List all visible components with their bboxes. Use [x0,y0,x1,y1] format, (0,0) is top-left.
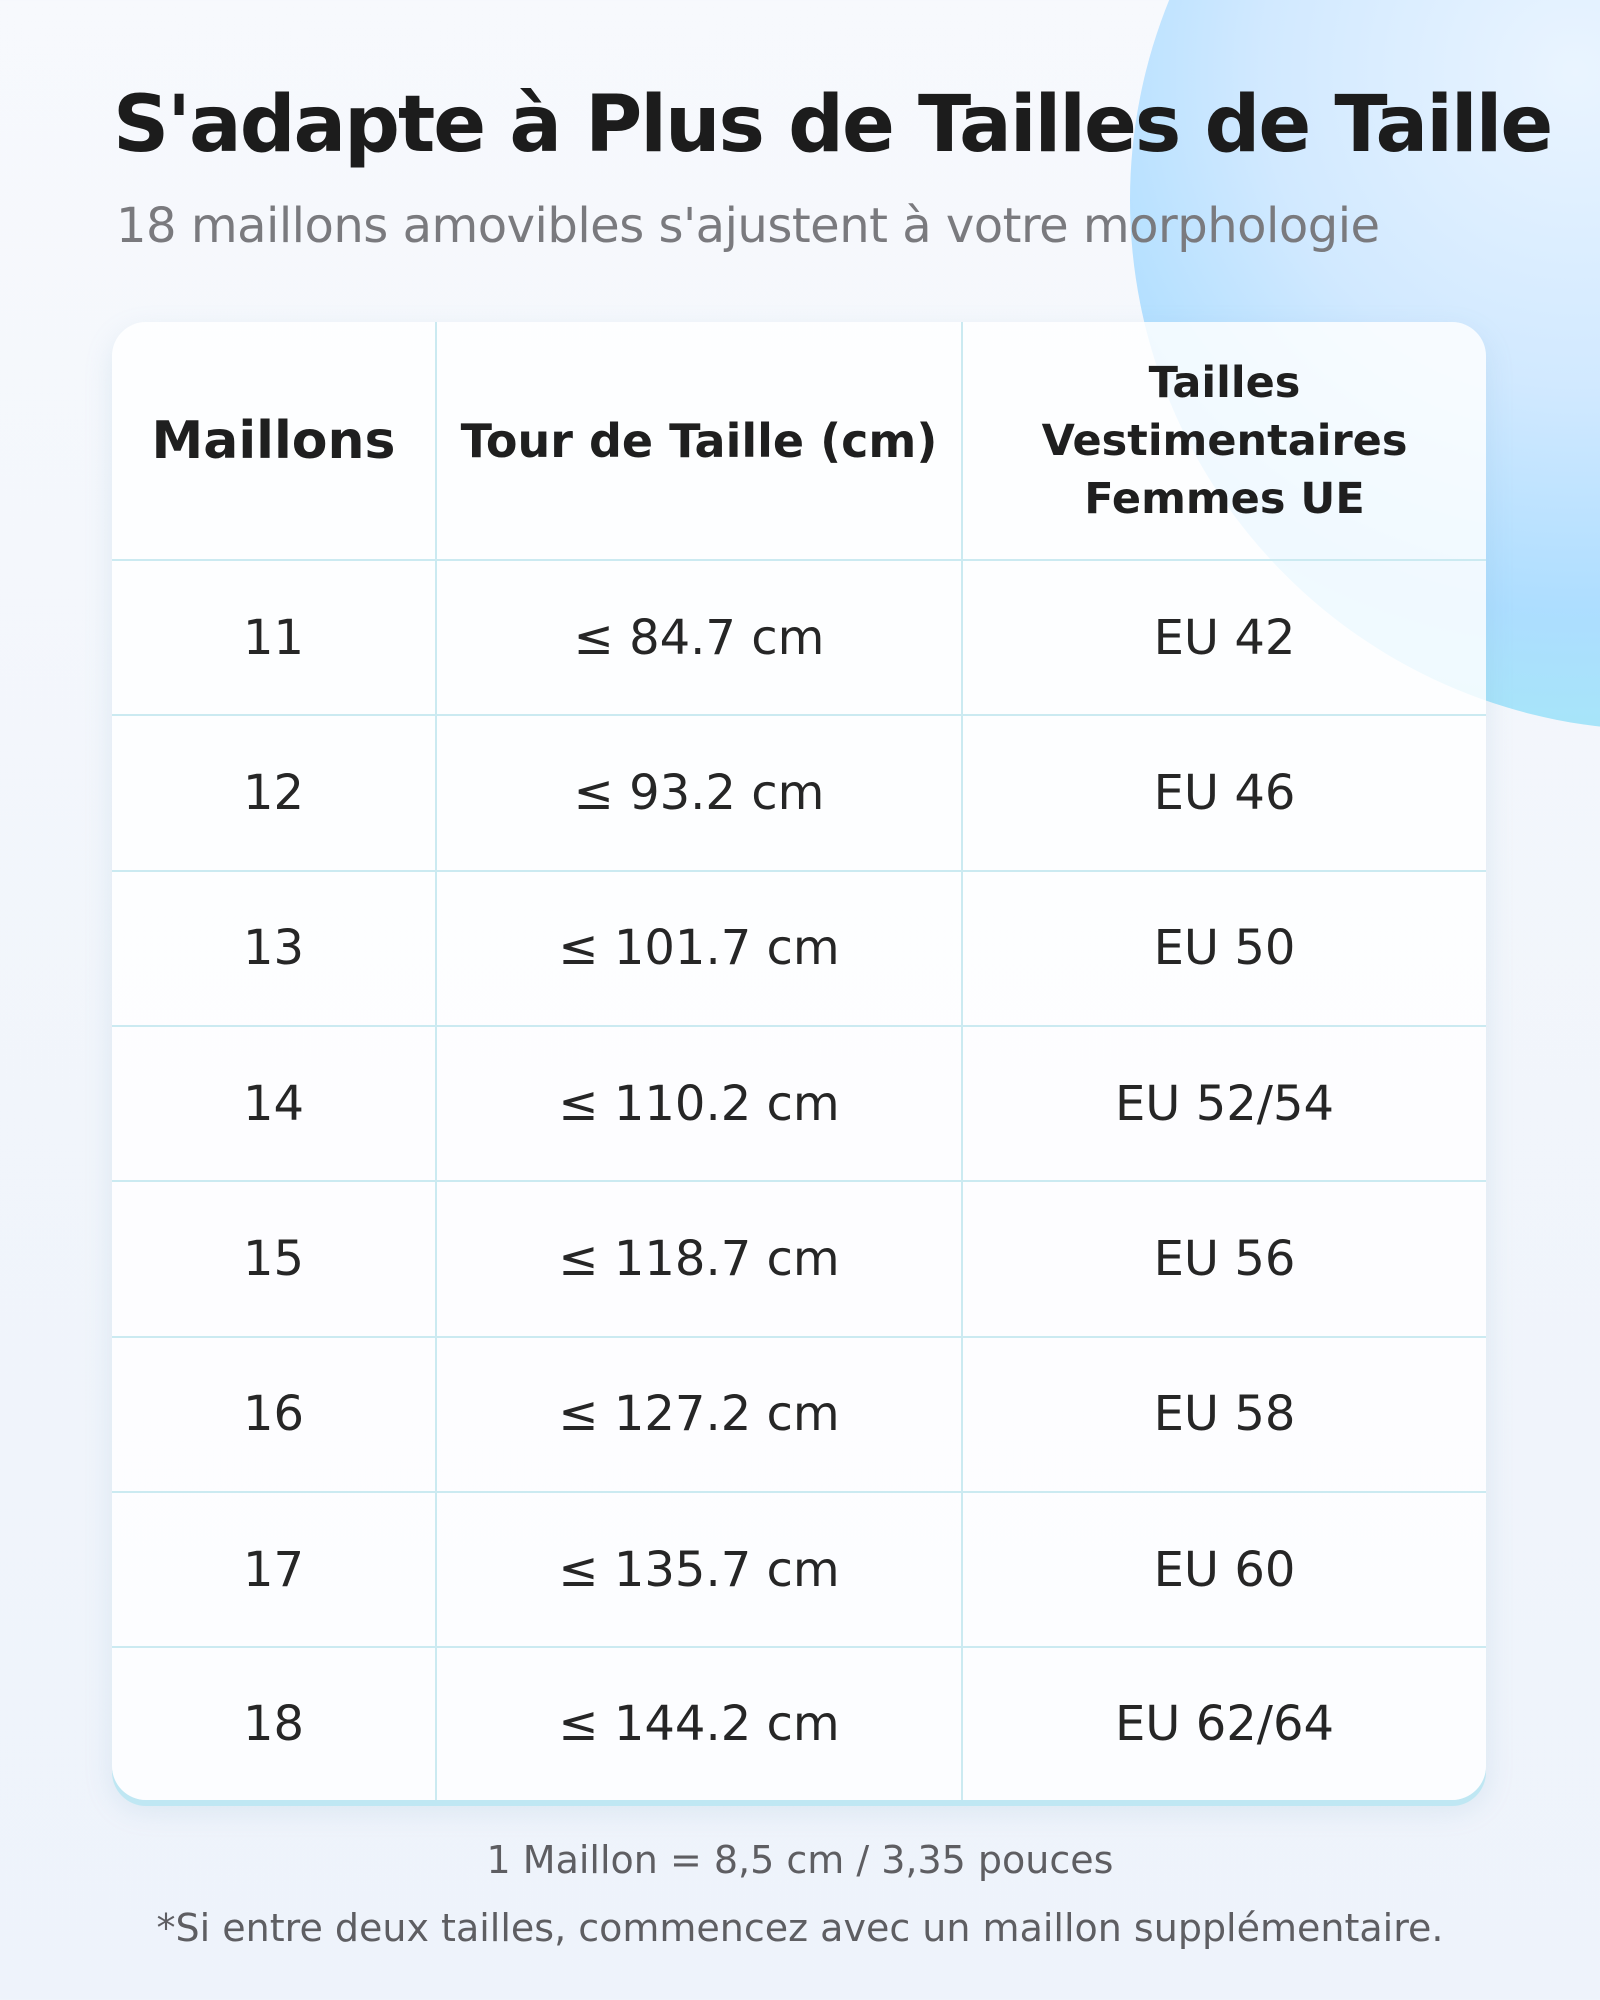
cell-waist: ≤ 84.7 cm [436,560,962,715]
column-header-waist: Tour de Taille (cm) [436,322,962,560]
cell-waist: ≤ 127.2 cm [436,1337,962,1492]
cell-links: 17 [112,1492,436,1647]
table-row [112,1337,1486,1492]
column-header-links: Maillons [112,322,436,560]
cell-waist: ≤ 144.2 cm [436,1647,962,1800]
table-row [112,1492,1486,1647]
cell-eu-size: EU 52/54 [962,1026,1486,1181]
cell-links: 13 [112,871,436,1026]
table-row [112,560,1486,715]
cell-links: 18 [112,1647,436,1800]
page-subtitle: 18 maillons amovibles s'ajustent à votre morphologie [116,198,1380,254]
cell-links: 14 [112,1026,436,1181]
cell-eu-size: EU 50 [962,871,1486,1026]
cell-waist: ≤ 135.7 cm [436,1492,962,1647]
size-table [112,322,1486,1800]
cell-links: 15 [112,1181,436,1336]
cell-links: 12 [112,715,436,870]
table-row [112,1181,1486,1336]
cell-eu-size: EU 60 [962,1492,1486,1647]
cell-waist: ≤ 118.7 cm [436,1181,962,1336]
conversion-note: 1 Maillon = 8,5 cm / 3,35 pouces [486,1838,1114,1882]
cell-waist: ≤ 110.2 cm [436,1026,962,1181]
cell-eu-size: EU 62/64 [1114,1696,1335,1753]
cell-eu-size: EU 46 [962,715,1486,870]
table-row [112,1026,1486,1181]
cell-waist: ≤ 101.7 cm [436,871,962,1026]
table-row [112,715,1486,870]
cell-eu-size: EU 42 [962,560,1486,715]
size-table-card [112,322,1486,1800]
table-row [112,1647,1486,1800]
cell-links: 11 [112,560,436,715]
page-title: S'adapte à Plus de Tailles de Taille [113,80,1552,170]
table-header-row [112,322,1486,560]
column-header-eu-size: Tailles Vestimentaires Femmes UE [962,322,1486,560]
sizing-tip-note: *Si entre deux tailles, commencez avec un maillon supplémentaire. [156,1906,1444,1950]
cell-eu-size: EU 58 [962,1337,1486,1492]
cell-links: 16 [112,1337,436,1492]
table-row [112,871,1486,1026]
cell-waist: ≤ 93.2 cm [436,715,962,870]
cell-eu-size: EU 56 [962,1181,1486,1336]
